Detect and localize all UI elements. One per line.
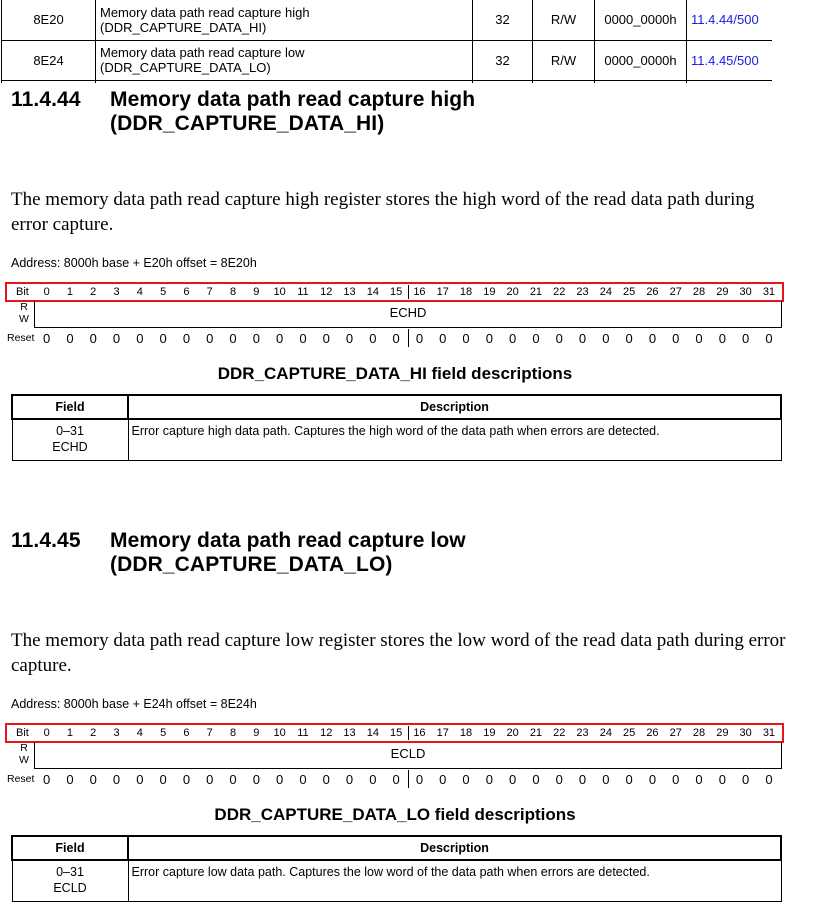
reset-value: 0 — [392, 331, 400, 346]
reset-value: 0 — [369, 772, 377, 787]
reset-value: 0 — [229, 331, 237, 346]
section-heading — [11, 529, 466, 577]
read-label: R — [20, 742, 28, 754]
read-label: R — [20, 301, 28, 313]
section-title: Memory data path read capture high — [110, 88, 476, 111]
halfword-divider — [408, 726, 409, 740]
reset-value: 0 — [485, 772, 493, 787]
reset-value: 0 — [182, 772, 191, 787]
section-link[interactable]: 11.4.45/500 — [691, 52, 759, 68]
reset-value: 0 — [392, 772, 400, 787]
bit-number: 0 — [43, 286, 50, 298]
reset-value: 0 — [532, 772, 540, 787]
section-title: Memory data path read capture low — [110, 529, 466, 552]
halfword-divider — [408, 770, 409, 788]
reset-value: 0 — [89, 772, 97, 787]
width-cell: 32 — [473, 40, 533, 80]
bit-number: 13 — [343, 286, 356, 298]
bit-number: 13 — [343, 727, 356, 739]
reset-value: 0 — [112, 331, 121, 346]
section-description: The memory data path read capture high register stores the high word of the read data path during error capture. — [11, 189, 755, 235]
bit-number: 31 — [762, 727, 776, 739]
field-bits: 0–31 — [56, 865, 84, 879]
reset-value: 0 — [695, 772, 703, 787]
bit-number: 9 — [253, 286, 260, 298]
halfword-divider — [408, 329, 409, 347]
register-mnemonic: (DDR_CAPTURE_DATA_LO) — [100, 60, 271, 75]
field-descriptions-table — [11, 835, 782, 902]
bit-number: 31 — [762, 286, 776, 298]
table-row-continuation — [2, 80, 772, 83]
reset-cell: 0000_0000h — [595, 0, 687, 40]
bit-number: 14 — [366, 286, 379, 298]
register-summary-table — [1, 0, 772, 83]
bit-number: 23 — [576, 727, 589, 739]
register-address: Address: 8000h base + E20h offset = 8E20h — [11, 256, 257, 270]
reset-label: Reset — [7, 332, 35, 344]
bit-number: 12 — [320, 727, 333, 739]
reset-value: 0 — [672, 331, 680, 346]
bit-number: 12 — [320, 286, 333, 298]
section-description: The memory data path read capture low register stores the low word of the read data path during error capture. — [11, 630, 786, 676]
reset-value: 0 — [439, 331, 447, 346]
bit-label: Bit — [16, 727, 29, 739]
field-cell — [12, 860, 128, 901]
reset-value: 0 — [742, 772, 750, 787]
bit-number: 2 — [90, 286, 97, 298]
bit-number: 5 — [160, 727, 167, 739]
reset-value: 0 — [555, 331, 563, 346]
reset-label: Reset — [7, 773, 35, 785]
reset-value: 0 — [322, 331, 330, 346]
table-row — [12, 419, 781, 460]
reset-value: 0 — [602, 331, 610, 346]
bit-number: 29 — [716, 286, 729, 298]
bit-number: 7 — [206, 286, 213, 298]
bit-number: 3 — [113, 727, 120, 739]
reset-value: 0 — [742, 331, 750, 346]
section-mnemonic: (DDR_CAPTURE_DATA_HI) — [110, 112, 385, 135]
reset-value: 0 — [112, 772, 121, 787]
reset-value: 0 — [159, 331, 167, 346]
register-name-cell — [96, 0, 473, 40]
access-cell: R/W — [533, 0, 595, 40]
reset-value: 0 — [136, 331, 144, 346]
reset-value: 0 — [578, 331, 587, 346]
bit-number: 17 — [436, 727, 449, 739]
reset-value: 0 — [252, 772, 260, 787]
section-mnemonic: (DDR_CAPTURE_DATA_LO) — [110, 553, 393, 576]
reset-value: 0 — [415, 331, 424, 346]
reset-value: 0 — [718, 331, 726, 346]
bit-number: 10 — [273, 286, 286, 298]
bit-number: 15 — [390, 727, 403, 739]
bit-number: 25 — [623, 286, 636, 298]
reset-value: 0 — [415, 772, 424, 787]
field-box — [34, 301, 782, 328]
bit-number: 8 — [229, 727, 237, 739]
bit-number: 1 — [66, 286, 73, 298]
bit-number: 19 — [483, 727, 496, 739]
field-cell — [12, 419, 128, 460]
bit-number: 26 — [646, 286, 659, 298]
bit-number: 29 — [716, 727, 729, 739]
field-name: ECLD — [53, 881, 87, 895]
reset-value: 0 — [322, 772, 330, 787]
bit-number: 2 — [90, 727, 97, 739]
bit-number: 0 — [43, 727, 50, 739]
reset-value: 0 — [555, 772, 563, 787]
bit-number: 15 — [390, 286, 403, 298]
register-mnemonic: (DDR_CAPTURE_DATA_HI) — [100, 19, 267, 35]
reset-value: 0 — [229, 772, 237, 787]
bit-number: 10 — [273, 727, 286, 739]
register-diagram — [0, 723, 790, 789]
column-header: Field — [12, 395, 128, 419]
table-caption: DDR_CAPTURE_DATA_HI field descriptions — [217, 364, 573, 383]
bit-number: 21 — [529, 727, 543, 739]
reset-value: 0 — [765, 772, 773, 787]
bit-number: 16 — [413, 286, 426, 298]
reset-value: 0 — [485, 331, 493, 346]
reset-value: 0 — [299, 331, 307, 346]
bit-number: 24 — [599, 286, 612, 298]
bit-number: 20 — [506, 727, 519, 739]
width-cell: 32 — [473, 0, 533, 40]
bit-number: 6 — [183, 286, 190, 298]
reset-value: 0 — [462, 772, 470, 787]
bit-number: 17 — [436, 286, 449, 298]
column-header: Description — [128, 836, 781, 860]
field-box — [34, 742, 782, 769]
bit-number: 23 — [576, 286, 589, 298]
reset-value: 0 — [345, 331, 354, 346]
bit-number: 24 — [599, 727, 612, 739]
reset-value: 0 — [765, 331, 773, 346]
section-number: 11.4.45 — [11, 529, 81, 552]
reset-value: 0 — [648, 331, 657, 346]
reset-value: 0 — [578, 772, 587, 787]
table-row — [12, 860, 781, 901]
reset-value: 0 — [252, 331, 260, 346]
table-row — [2, 0, 772, 40]
reset-value: 0 — [672, 772, 680, 787]
bit-number: 1 — [66, 727, 73, 739]
bit-number: 9 — [253, 727, 260, 739]
bit-number: 20 — [506, 286, 519, 298]
register-diagram — [0, 282, 790, 348]
bit-number: 28 — [692, 727, 706, 739]
reset-value: 0 — [182, 331, 191, 346]
bit-number: 19 — [483, 286, 496, 298]
reset-value: 0 — [206, 331, 214, 346]
section-heading — [11, 88, 475, 136]
offset-cell: 8E20 — [2, 0, 96, 40]
reset-value: 0 — [206, 772, 214, 787]
bit-number: 22 — [553, 727, 566, 739]
register-name: Memory data path read capture high — [100, 4, 310, 20]
column-header: Description — [128, 395, 781, 419]
section-number: 11.4.44 — [11, 88, 81, 111]
reset-value: 0 — [625, 772, 633, 787]
write-label: W — [19, 313, 29, 325]
bit-label: Bit — [16, 286, 29, 298]
bit-number: 14 — [366, 727, 379, 739]
table-header-row — [12, 836, 781, 860]
reset-value: 0 — [509, 772, 517, 787]
reset-value: 0 — [369, 331, 377, 346]
bit-number: 5 — [160, 286, 167, 298]
table-header-row — [12, 395, 781, 419]
bit-number: 18 — [459, 286, 473, 298]
bit-number: 11 — [297, 286, 309, 298]
field-descriptions-table — [11, 394, 782, 461]
reset-value: 0 — [695, 331, 703, 346]
write-label: W — [19, 754, 29, 766]
bit-number: 11 — [297, 727, 309, 739]
offset-cell: 8E24 — [2, 40, 96, 80]
bit-number: 6 — [183, 727, 190, 739]
access-cell: R/W — [533, 40, 595, 80]
bit-number: 25 — [623, 727, 636, 739]
reset-value: 0 — [276, 331, 284, 346]
reset-value: 0 — [509, 331, 517, 346]
bit-number: 28 — [692, 286, 706, 298]
bit-number: 26 — [646, 727, 659, 739]
bit-number: 22 — [553, 286, 566, 298]
reset-value: 0 — [345, 772, 354, 787]
table-row — [2, 40, 772, 80]
field-name: ECLD — [390, 746, 426, 761]
reset-value: 0 — [43, 331, 51, 346]
reset-value: 0 — [625, 331, 633, 346]
reset-value: 0 — [299, 772, 307, 787]
halfword-divider — [408, 285, 409, 299]
field-name: ECHD — [52, 440, 88, 454]
reset-value: 0 — [648, 772, 657, 787]
bit-number: 30 — [739, 727, 752, 739]
reset-value: 0 — [43, 772, 51, 787]
section-link[interactable]: 11.4.44/500 — [691, 12, 759, 28]
bit-number: 21 — [529, 286, 543, 298]
reset-cell: 0000_0000h — [595, 40, 687, 80]
field-name: ECHD — [389, 305, 427, 320]
bit-number: 16 — [413, 727, 426, 739]
reset-value: 0 — [462, 331, 470, 346]
section-link-cell — [687, 0, 772, 40]
field-bits: 0–31 — [56, 424, 84, 438]
reset-value: 0 — [89, 331, 97, 346]
reset-value: 0 — [136, 772, 144, 787]
description-cell: Error capture high data path. Captures the high word of the data path when errors are detected. — [128, 419, 781, 460]
bit-number: 30 — [739, 286, 752, 298]
reset-value: 0 — [66, 331, 74, 346]
reset-value: 0 — [276, 772, 284, 787]
reset-value: 0 — [532, 331, 540, 346]
bit-number: 8 — [229, 286, 237, 298]
reset-value: 0 — [66, 772, 74, 787]
bit-number: 4 — [136, 286, 143, 298]
register-name-cell — [96, 40, 473, 80]
reset-value: 0 — [602, 772, 610, 787]
register-name: Memory data path read capture low — [100, 45, 305, 60]
bit-number: 27 — [669, 727, 682, 739]
bit-number: 18 — [459, 727, 473, 739]
reset-value: 0 — [718, 772, 726, 787]
reset-value: 0 — [159, 772, 167, 787]
register-address: Address: 8000h base + E24h offset = 8E24h — [11, 697, 257, 711]
bit-number: 27 — [669, 286, 682, 298]
bit-number: 7 — [206, 727, 213, 739]
bit-number: 4 — [136, 727, 143, 739]
reset-value: 0 — [439, 772, 447, 787]
description-cell: Error capture low data path. Captures the low word of the data path when errors are detected. — [128, 860, 781, 901]
section-link-cell — [687, 40, 772, 80]
column-header: Field — [12, 836, 128, 860]
table-caption: DDR_CAPTURE_DATA_LO field descriptions — [214, 805, 576, 824]
bit-number: 3 — [113, 286, 120, 298]
